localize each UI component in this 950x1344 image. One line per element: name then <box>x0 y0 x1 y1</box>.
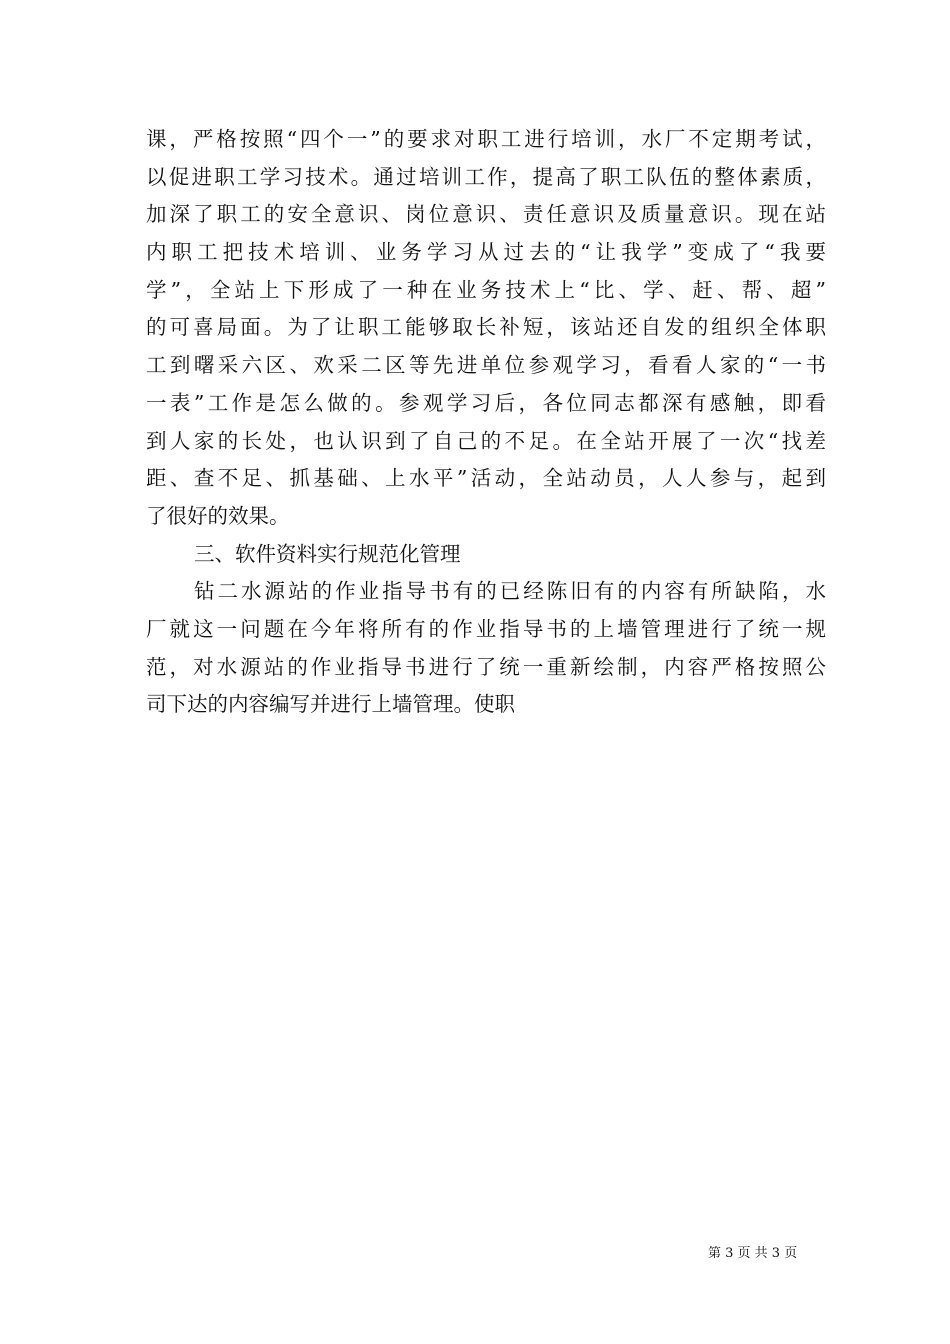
text-line: 一表”工作是怎么做的。参观学习后，各位同志都深有感触，即看 <box>146 390 826 415</box>
text-line: 到人家的长处，也认识到了自己的不足。在全站开展了一次“找差 <box>146 428 826 453</box>
text-line: 学”，全站上下形成了一种在业务技术上“比、学、赶、帮、超” <box>146 277 826 302</box>
text-line: 以促进职工学习技术。通过培训工作，提高了职工队伍的整体素质， <box>146 164 826 189</box>
text-line: 内职工把技术培训、业务学习从过去的“让我学”变成了“我要 <box>146 240 826 265</box>
section-heading: 三、软件资料实行规范化管理 <box>194 541 461 566</box>
paragraph-software-docs <box>146 573 826 724</box>
text-line: 距、查不足、抓基础、上水平”活动，全站动员，人人参与，起到 <box>146 466 826 491</box>
text-line: 加深了职工的安全意识、岗位意识、责任意识及质量意识。现在站 <box>146 202 826 227</box>
paragraph-training <box>146 121 826 536</box>
text-line: 工到曙采六区、欢采二区等先进单位参观学习，看看人家的“一书 <box>146 353 826 378</box>
text-line: 钻二水源站的作业指导书有的已经陈旧有的内容有所缺陷，水 <box>194 579 826 604</box>
text-line: 厂就这一问题在今年将所有的作业指导书的上墙管理进行了统一规 <box>146 616 826 641</box>
text-line: 了很好的效果。 <box>146 503 290 528</box>
document-body <box>146 121 826 724</box>
text-line: 的可喜局面。为了让职工能够取长补短，该站还自发的组织全体职 <box>146 315 826 340</box>
text-line: 课，严格按照“四个一”的要求对职工进行培训，水厂不定期考试， <box>146 127 826 151</box>
text-line: 司下达的内容编写并进行上墙管理。使职 <box>146 692 515 717</box>
page-number: 第 3 页 共 3 页 <box>708 1246 798 1261</box>
text-line: 范，对水源站的作业指导书进行了统一重新绘制，内容严格按照公 <box>146 654 826 679</box>
